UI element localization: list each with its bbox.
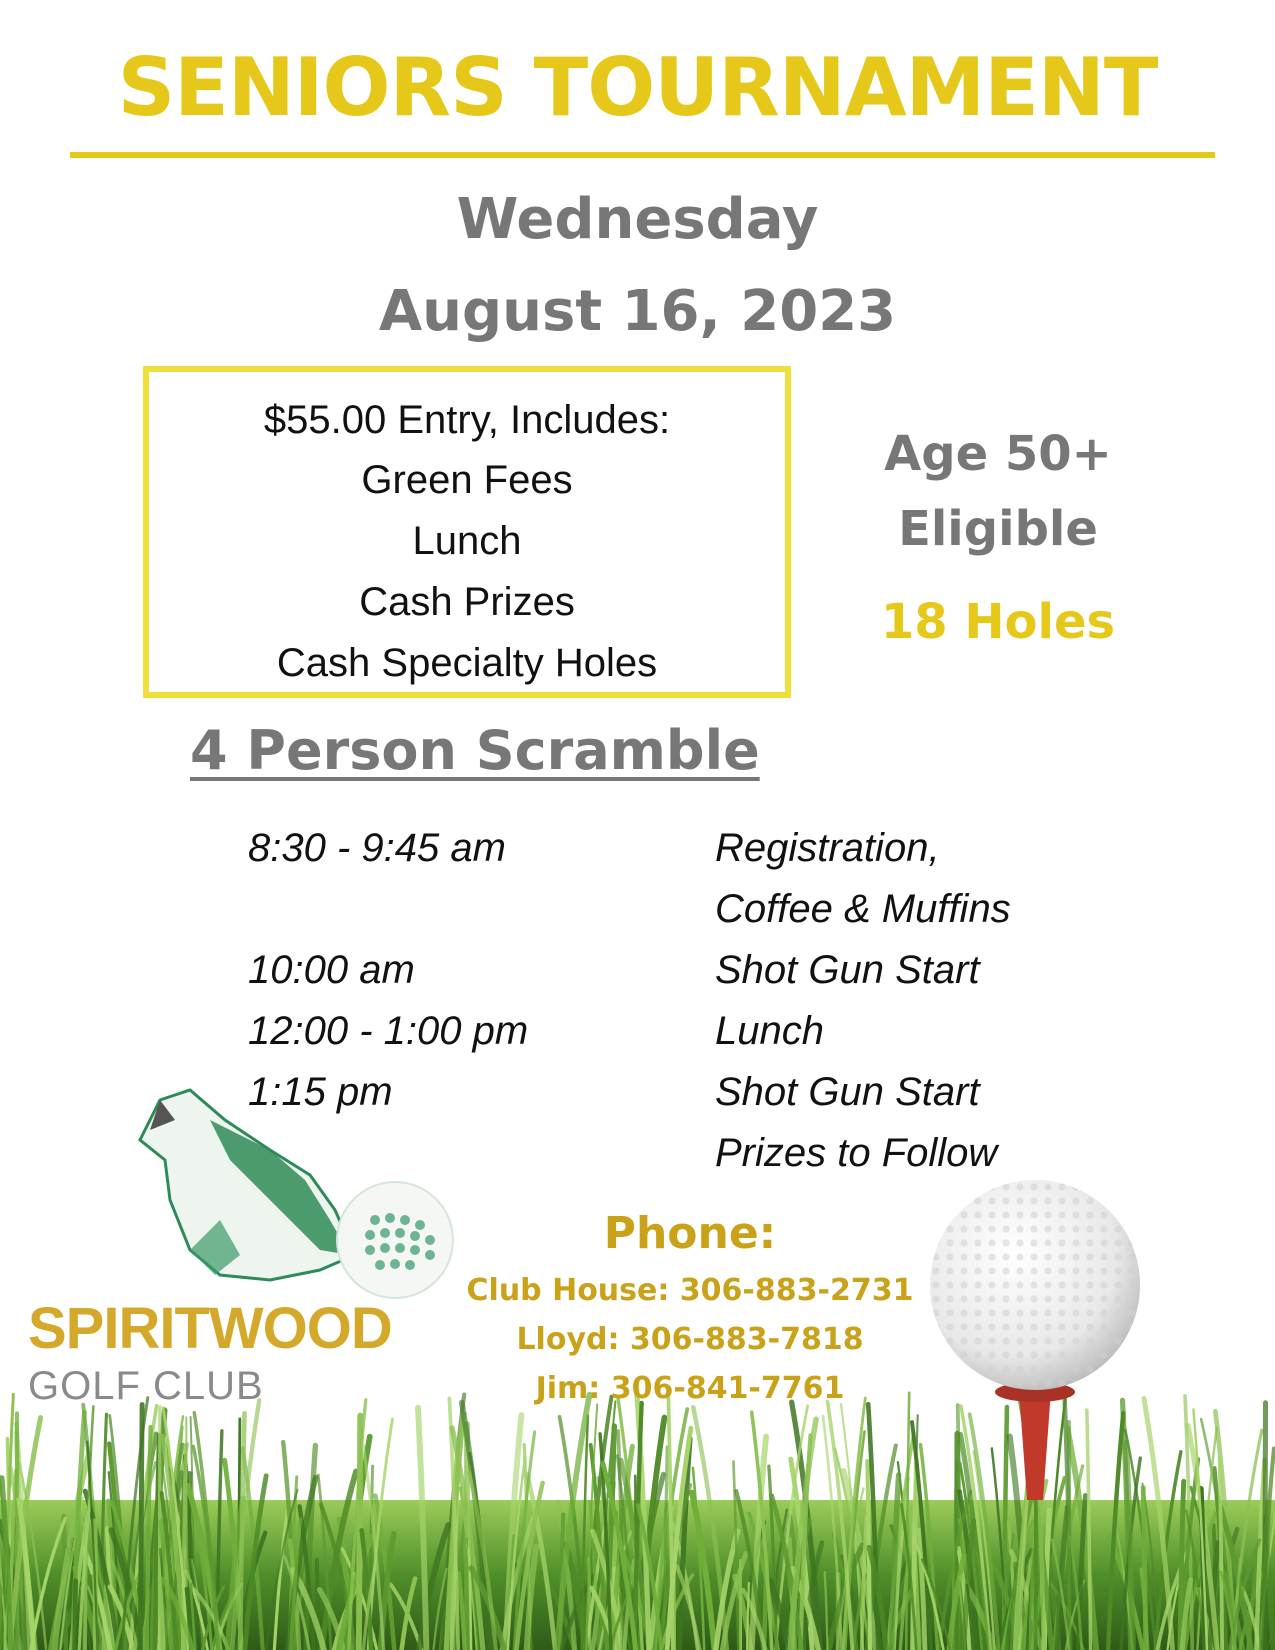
logo-name: SPIRITWOOD bbox=[28, 1296, 392, 1361]
eligible-label: Eligible bbox=[898, 501, 1098, 557]
format-heading: 4 Person Scramble bbox=[190, 719, 760, 782]
entry-item: Cash Prizes bbox=[359, 580, 575, 624]
schedule-time: 12:00 - 1:00 pm bbox=[248, 1009, 529, 1053]
phone-number: Jim: 306-841-7761 bbox=[535, 1371, 845, 1406]
schedule-time: 1:15 pm bbox=[248, 1070, 393, 1114]
phone-number: Lloyd: 306-883-7818 bbox=[516, 1322, 864, 1357]
schedule-event: Registration, bbox=[715, 826, 940, 870]
entry-item: Green Fees bbox=[361, 458, 573, 502]
entry-fee: $55.00 Entry, Includes: bbox=[263, 398, 671, 442]
schedule-event: Coffee & Muffins bbox=[715, 887, 1011, 931]
schedule-event: Shot Gun Start bbox=[715, 1070, 980, 1114]
event-day: Wednesday bbox=[456, 187, 819, 252]
wolf-golf-ball-icon bbox=[120, 1080, 460, 1310]
phone-number: Club House: 306-883-2731 bbox=[466, 1273, 914, 1308]
logo-subtitle: GOLF CLUB bbox=[28, 1364, 264, 1408]
schedule-time: 10:00 am bbox=[248, 948, 415, 992]
schedule-event: Lunch bbox=[715, 1009, 824, 1053]
holes-count: 18 Holes bbox=[880, 594, 1116, 650]
entry-item: Cash Specialty Holes bbox=[276, 641, 658, 685]
age-requirement: Age 50+ bbox=[884, 426, 1112, 482]
phone-heading: Phone: bbox=[603, 1208, 777, 1259]
title-underline bbox=[70, 152, 1215, 158]
schedule-time: 8:30 - 9:45 am bbox=[248, 826, 506, 870]
entry-box bbox=[143, 366, 791, 698]
schedule-event: Shot Gun Start bbox=[715, 948, 980, 992]
page-title: SENIORS TOURNAMENT bbox=[117, 41, 1158, 134]
schedule-event: Prizes to Follow bbox=[715, 1131, 998, 1175]
entry-item: Lunch bbox=[412, 519, 522, 563]
event-date: August 16, 2023 bbox=[378, 279, 897, 344]
golf-ball-icon bbox=[915, 1180, 1155, 1510]
